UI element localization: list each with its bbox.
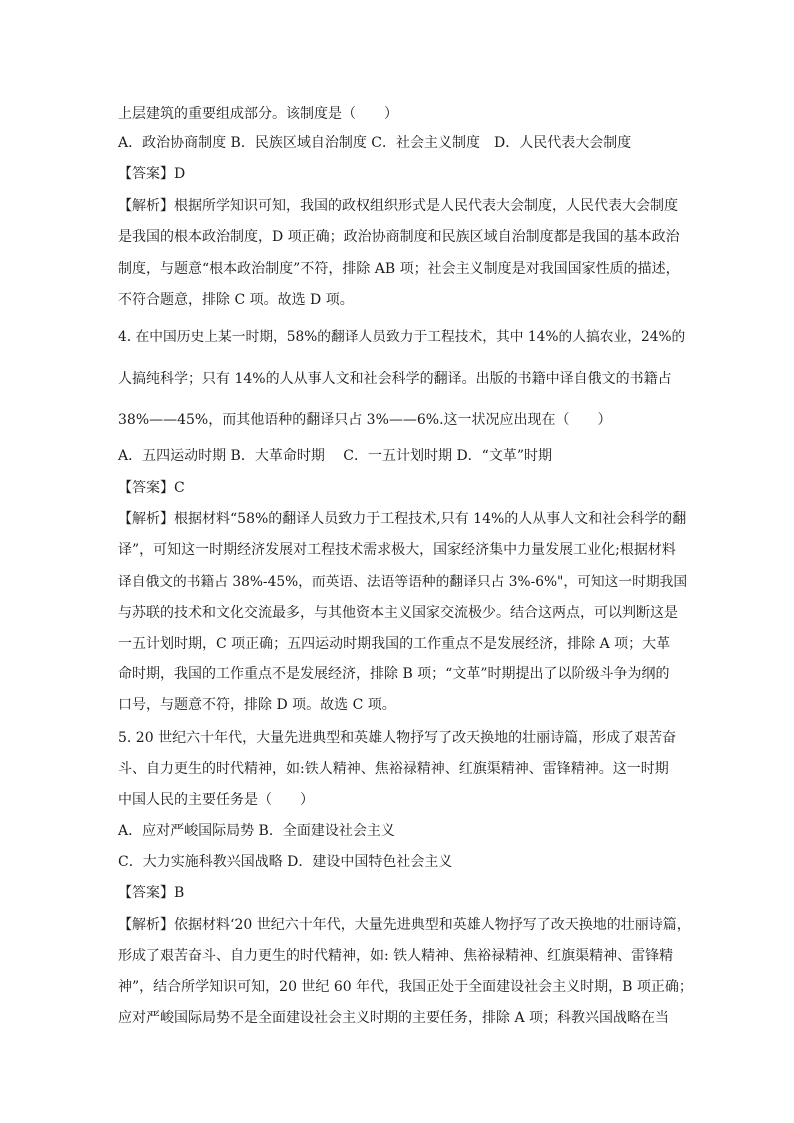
analysis-line: 制度，与题意“根本政治制度”不符，排除 AB 项；社会主义制度是对我国国家性质的描述， [118, 261, 680, 277]
analysis-line: 译自俄文的书籍占 38%-45%，而英语、法语等语种的翻译只占 3%-6%"，可知这一时期我国 [118, 574, 688, 590]
question-line: 4. 在中国历史上某一时期，58%的翻译人员致力于工程技术，其中 14%的人搞农业，24%的 [118, 329, 686, 345]
question-line: 5. 20 世纪六十年代，大量先进典型和英雄人物抒写了改天换地的壮丽诗篇，形成了艰苦奋 [118, 730, 677, 746]
analysis-line: 口号，与题意不符，排除 D 项。故选 C 项。 [118, 697, 396, 713]
analysis-line: 【解析】根据材料“58%的翻译人员致力于工程技术,只有 14%的人从事人文和社会科学的翻 [118, 511, 687, 527]
analysis-line: 一五计划时期，C 项正确；五四运动时期我国的工作重点不是发展经济，排除 A 项；大革 [118, 636, 671, 652]
analysis-line: 【解析】根据所学知识可知，我国的政权组织形式是人民代表大会制度，人民代表大会制度 [118, 198, 678, 214]
analysis-line: 命时期，我国的工作重点不是发展经济，排除 B 项；“文革”时期提出了以阶级斗争为纲的 [118, 666, 670, 682]
answer-label: 【答案】D [118, 166, 186, 182]
option-line: C．大力实施科教兴国战略 D．建设中国特色社会主义 [118, 854, 453, 870]
question-line: 中国人民的主要任务是（ ） [118, 792, 314, 808]
answer-label: 【答案】C [118, 480, 185, 496]
analysis-line: 神”，结合所学知识可知，20 世纪 60 年代，我国正处于全面建设社会主义时期，B 项正确； [118, 979, 693, 995]
text-line: 上层建筑的重要组成部分。该制度是（ ） [118, 106, 398, 122]
answer-label: 【答案】B [118, 885, 185, 901]
question-line: 人搞纯科学；只有 14%的人从事人文和社会科学的翻译。出版的书籍中译自俄文的书籍占 [118, 371, 672, 387]
question-line: 38%——45%，而其他语种的翻译只占 3%——6%.这一状况应出现在（ ） [118, 412, 612, 428]
analysis-line: 与苏联的技术和文化交流最多，与其他资本主义国家交流极少。结合这两点，可以判断这是 [118, 605, 678, 621]
analysis-line: 形成了艰苦奋斗、自力更生的时代精神，如: 铁人精神、焦裕禄精神、红旗渠精神、雷锋精 [118, 948, 674, 964]
analysis-line: 【解析】依据材料‘20 世纪六十年代，大量先进典型和英雄人物抒写了改天换地的壮丽诗篇， [118, 917, 691, 933]
option-line: A．政治协商制度 B．民族区域自治制度 C．社会主义制度 D．人民代表大会制度 [118, 135, 632, 151]
question-line: 斗、自力更生的时代精神，如:铁人精神、焦裕禄精神、红旗渠精神、雷锋精神。这一时期 [118, 761, 669, 777]
analysis-line: 应对严峻国际局势不是全面建设社会主义时期的主要任务，排除 A 项；科教兴国战略在当 [118, 1010, 670, 1026]
analysis-line: 是我国的根本政治制度，D 项正确；政治协商制度和民族区域自治制度都是我国的基本政治 [118, 229, 680, 245]
analysis-line: 不符合题意，排除 C 项。故选 D 项。 [118, 292, 354, 308]
option-line: A．应对严峻国际局势 B．全面建设社会主义 [118, 823, 395, 839]
analysis-line: 译”，可知这一时期经济发展对工程技术需求极大，国家经济集中力量发展工业化;根据材料 [118, 542, 676, 558]
option-line: A．五四运动时期 B．大革命时期 C．一五计划时期 D．“文革”时期 [118, 448, 552, 464]
